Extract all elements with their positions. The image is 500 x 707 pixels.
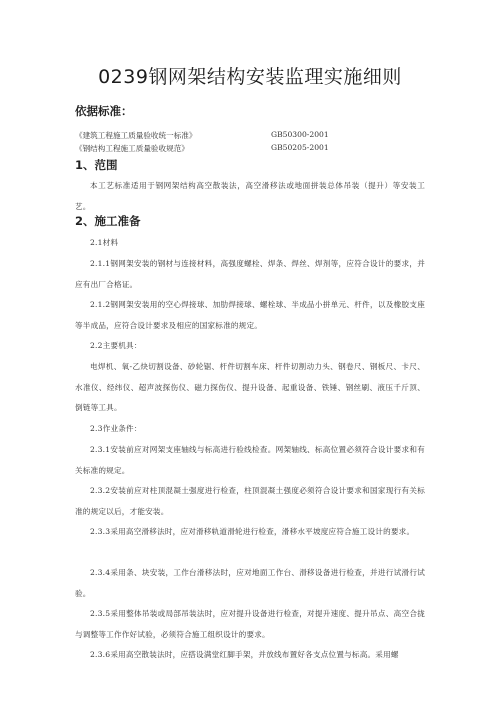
page-title: 0239钢网架结构安装监理实施细则	[98, 66, 402, 88]
subheading-materials: 2.1材料	[90, 238, 119, 247]
paragraph-2-3-1: 2.3.1安装前应对网架支座轴线与标高进行验线检查。网架轴线、标高位置必须符合设计要求和有关标准的规定。	[75, 445, 425, 475]
paragraph-tools: 电焊机、氧-乙炔切割设备、砂轮锯、杆件切割车床、杆件切割动力头、钢卷尺、钢板尺、卡尺、水准仪、经纬仪、超声波探伤仪、磁力探伤仪、提升设备、起重设备、铁锤、钢丝刷、液压千斤顶、倒链等工具。	[75, 362, 425, 412]
subheading-tools: 2.2主要机具：	[90, 341, 142, 350]
paragraph-2-1-2: 2.1.2钢网架安装用的空心焊接球、加肋焊接球、螺栓球、半成品小拼单元、杆件，以及橡胶支座等半成品，应符合设计要求及相应的国家标准的规定。	[75, 300, 425, 330]
paragraph-2-3-5: 2.3.5采用整体吊装或局部吊装法时，应对提升设备进行检查，对提升速度、提升吊点、高空合拢与调整等工作作好试验，必须符合施工组织设计的要求。	[75, 609, 425, 639]
paragraph-2-3-2: 2.3.2安装前应对柱顶混凝土强度进行检查，柱顶混凝土强度必须符合设计要求和国家现行有关标准的规定以后，才能安装。	[75, 486, 425, 516]
paragraph-2-3-3: 2.3.3采用高空滑移法时，应对滑移轨道滑轮进行检查，滑移水平坡度应符合施工设计的要求。	[90, 527, 415, 536]
scope-paragraph: 本工艺标准适用于钢网架结构高空散装法，高空滑移法或地面拼装总体吊装（提升）等安装工艺。	[75, 181, 425, 211]
standard-item-2	[75, 143, 329, 154]
paragraph-2-3-4: 2.3.4采用条、块安装，工作台滑移法时，应对地面工作台、滑移设备进行检查，并进行试滑行试验。	[75, 568, 425, 598]
paragraph-2-1-1: 2.1.1钢网架安装的钢材与连接材料，高强度螺栓、焊条、焊丝、焊剂等，应符合设计的要求，并应有出厂合格证。	[75, 259, 425, 289]
section-heading-scope: 1、范围	[75, 158, 118, 172]
section-heading-preparation: 2、施工准备	[75, 214, 141, 228]
subheading-conditions: 2.3作业条件：	[90, 424, 142, 433]
basis-heading: 依据标准：	[75, 104, 133, 118]
standard-item-1	[75, 130, 329, 141]
paragraph-2-3-6: 2.3.6采用高空散装法时，应搭设满堂红脚手架，并放线布置好各支点位置与标高。采用螺	[90, 650, 399, 659]
standard-code: GB50300-2001	[271, 130, 329, 139]
standard-code: GB50205-2001	[271, 143, 329, 152]
standard-name: 《建筑工程施工质量验收统一标准》	[75, 131, 197, 140]
standard-name: 《钢结构工程施工质量验收规范》	[75, 144, 189, 153]
